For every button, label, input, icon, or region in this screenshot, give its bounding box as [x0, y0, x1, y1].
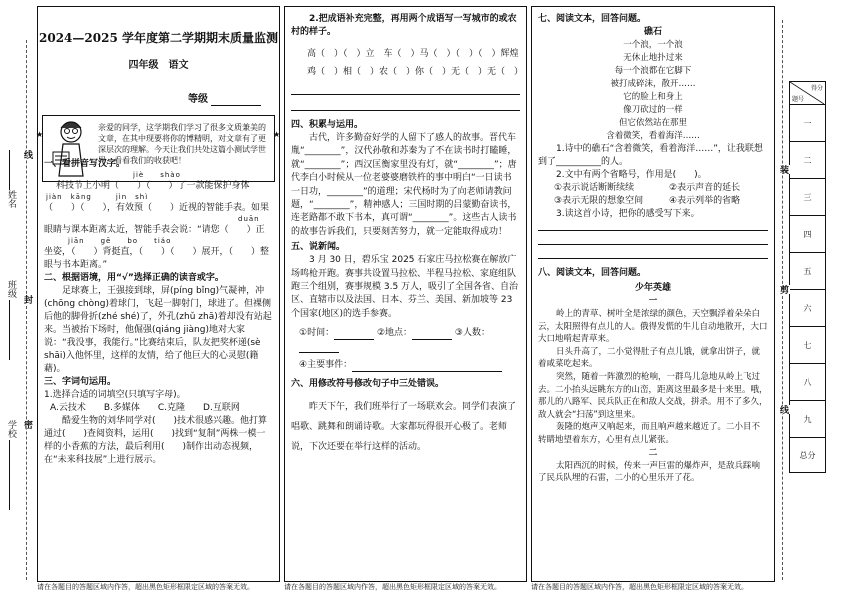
- s1-line-5: 眼与书本距离。”: [44, 260, 108, 270]
- s1-line-1: 科技节上小明（ ）（ ）了一款能保护身体: [56, 181, 250, 191]
- right-cut-mark: 剪: [778, 285, 788, 294]
- time-fill[interactable]: [334, 329, 374, 340]
- score-table: [789, 81, 826, 473]
- poem-title: 礁石: [643, 27, 662, 37]
- idioms-row-2: 鸡（ ）相（ ）农（ ）你（ ）无（ ）无（ ）: [307, 67, 524, 77]
- pinyin-row-3: duān: [238, 215, 260, 223]
- greeting-text: 亲爱的同学，这学期我们学习了很多文质兼美的文章，在其中现要将你的博精明，对文章有了更深层次的理解。今天让我们共处这篇小测试学世界，看看我们的收获吧！: [98, 123, 266, 165]
- poem-line-2: 无休止地扑过来: [623, 53, 683, 63]
- poem-line-1: 一个浪，一个浪: [623, 40, 683, 50]
- s3-passage: 酷爱生物的刘华同学对( )技术很感兴趣。他打算通过( )查阅资料，运用( )找到“复制”两株一模一样的小香蕉的方法，最后利用( )制作出动态视频，在“未来科技展”上进行展示。: [44, 416, 268, 465]
- people-label: ③人数：: [454, 328, 490, 339]
- option-c[interactable]: ③表示无限的想象空间: [554, 196, 644, 206]
- story-paragraph-5: 太阳西沉的时候，传来一声巨雷的爆炸声，是敌兵踩响了民兵队埋的石雷，二小的心里乐开了花。: [538, 460, 761, 484]
- story-part-1: 一: [648, 296, 658, 306]
- score-row-9[interactable]: 九: [790, 400, 825, 437]
- section-6-heading: 六、用修改符号修改句子中三处错误。: [291, 379, 445, 390]
- section-3-heading: 三、字词句运用。: [44, 377, 117, 387]
- greeting-box: [42, 115, 275, 182]
- class-fill-line[interactable]: [9, 300, 10, 360]
- story-paragraph-4: 轰隆的炮声又响起来，而且响声越来越近了。二小目不转睛地望着东方，心里有点儿紧张。: [538, 422, 761, 445]
- star-icon-left: ★: [36, 130, 44, 139]
- score-row-2[interactable]: 二: [790, 141, 825, 178]
- section-4-heading: 四、积累与运用。: [291, 120, 364, 130]
- s1-line-2: （ ）（ ），有效预（ ）近视的智能手表。如果: [44, 203, 270, 213]
- footer-notice-3: 请在各题目的答题区域内作答，超出黑色矩形框限定区域的答案无效。: [531, 583, 748, 591]
- section-8-heading: 八、阅读文本，回答问题。: [538, 268, 647, 278]
- story-title: 少年英雄: [634, 283, 671, 293]
- right-line-mark: 线: [778, 405, 788, 414]
- section-2-heading: 二、根据语境，用“√”选择正确的读音或字。: [44, 273, 224, 283]
- s3-options: A.云技术 B.多媒体 C.克隆 D.互联网: [50, 403, 240, 413]
- poem-line-6: 像刀砍过的一样: [623, 105, 683, 115]
- left-margin-class-label: 班级: [6, 280, 16, 298]
- s3-question-1: 1.选择合适的词填空(只填写字母)。: [44, 390, 186, 400]
- s7-question-3: 3.读这首小诗，把你的感受写下来。: [556, 209, 700, 219]
- news-fields-row-1: [285, 327, 526, 353]
- option-b[interactable]: ②表示声音的延长: [669, 183, 741, 193]
- answer-column-3: [531, 6, 775, 582]
- news-fields-row-2: [285, 359, 526, 372]
- header-question-label: 题号: [792, 96, 805, 103]
- answer-column-1: [37, 6, 280, 582]
- s5-passage: 3 月 30 日，碧乐宝 2025 石家庄马拉松赛在解放广场鸣枪开跑。赛事共设置马拉松、半程马拉松、家庭组队跑三个组别，赛事规模 3.5 万人，吸引了全国各省、自治区、直辖市以及法国、日本、芬兰、美国、新加坡等 23 个国家(地区)的选手参赛。: [291, 255, 519, 319]
- place-label: ②地点：: [376, 328, 413, 339]
- score-row-7[interactable]: 七: [790, 326, 825, 363]
- place-fill[interactable]: [412, 329, 452, 340]
- story-paragraph-1: 岭上的青草、树叶全是浓绿的颜色，天空飘浮着朵朵白云，太阳照得有点儿的人。俄得发慌的牛儿自动地散开，大口大口地啃起青草来。: [538, 309, 768, 345]
- star-icon-right: ★: [273, 130, 281, 139]
- s2-passage: 足球赛上，王强接到球，屏(píng bǐng)气凝神，冲(chōng chòng)着球门，飞起一脚射门，球进了。但裸侧后他的脚骨折(zhé shé)了，外孔(zhǔ zhā)着却没有站起来。当被抬下场时，他倔强(qiáng jiàng)地对大家说：“我没事，我能行。”比赛结束后，队友把奖杯递(sè shāi)入他怀里，这样的友情，给了他巨大的心灵慰(籍 藉)。: [44, 286, 272, 374]
- left-bind-mark: 封: [22, 295, 32, 304]
- exam-title: 2024—2025 学年度第二学期期末质量监测: [39, 31, 278, 45]
- s6-passage: 昨天下午，我们班举行了一场联欢会。同学们表演了唱歌、跳舞和朗诵诗歌。大家都玩得很开心极了。老师说，下次还要在举行这样的活动。: [291, 402, 517, 453]
- poem-line-8: 含着微笑，看着海洋……: [606, 131, 700, 141]
- option-a[interactable]: ①表示说话断断续续: [554, 183, 635, 193]
- s1-line-4: 坐姿，（ ）背挺直，（ ）（ ）展开，（ ）整: [44, 247, 270, 257]
- footer-notice-1: 请在各题目的答题区域内作答，超出黑色矩形框限定区域的答案无效。: [37, 583, 254, 591]
- poem-line-3: 每一个浪都在它脚下: [614, 66, 692, 76]
- s7-question-1: 1.诗中的礁石“含着微笑，看着海洋……”，让我联想到了__________的人。: [538, 144, 763, 167]
- story-part-2: 二: [648, 447, 658, 458]
- pinyin-row-1: jiè shào: [133, 171, 181, 179]
- level-row: [188, 93, 261, 106]
- feeling-line-2[interactable]: [538, 243, 768, 245]
- left-margin-name-label: 姓名: [6, 190, 16, 208]
- time-label: ①时间：: [299, 328, 335, 339]
- answer-column-2: [284, 6, 527, 582]
- header-score-label: 得分: [810, 85, 823, 92]
- name-fill-line[interactable]: [9, 150, 10, 190]
- school-fill-line[interactable]: [9, 440, 11, 510]
- idioms-row-1: 高（ ）（ ）立 车（ ）马（ ）（ ）（ ）辉煌: [307, 49, 519, 59]
- poem-line-4: 被打成碎沫，散开……: [610, 79, 696, 89]
- poem-line-5: 它的脸上和身上: [623, 92, 683, 102]
- pinyin-row-2: jiàn kāng jìn shì: [46, 193, 149, 201]
- score-table-header: [790, 82, 825, 104]
- score-row-total[interactable]: 总分: [790, 437, 825, 472]
- left-line-mark: 线: [22, 150, 32, 159]
- score-row-8[interactable]: 八: [790, 363, 825, 400]
- s7-options-row-1: [532, 182, 774, 195]
- s4-passage: 古代，许多勤奋好学的人留下了感人的故事。晋代车胤“________”，汉代孙敬和苏秦为了不在读书时打瞌睡，就“________”；西汉匡衡家里没有灯，就“________”；唐代李白小时候从一位老婆婆磨铁杵的事中明白“一日读书一日功，________”的道理；宋代杨时为了向老师请教问题，“________”，精神感人；三国时期的吕蒙勤奋读书，连老路都不敢下书本，真可谓“________”。这些古人读书的故事告诉我们，只要刻苦努力，就一定能取得成功！: [291, 133, 517, 237]
- right-bind-mark: 装: [778, 165, 788, 174]
- score-row-4[interactable]: 四: [790, 215, 825, 252]
- story-paragraph-2: 日头升高了，二小觉得肚子有点儿饿，就拿出饼子，就着咸菜吃起来。: [538, 346, 761, 370]
- grade-subject: 四年级 语文: [128, 60, 189, 71]
- s7-question-2: 2.文中有两个省略号，作用是( )。: [556, 170, 707, 180]
- feeling-line-1[interactable]: [538, 229, 768, 231]
- event-fill[interactable]: [352, 361, 502, 372]
- section-5-heading: 五、说新闻。: [291, 242, 346, 253]
- score-row-3[interactable]: 三: [790, 178, 825, 215]
- event-label: ④主要事件：: [299, 360, 353, 371]
- left-cut-line: [26, 40, 27, 580]
- idiom-question: 2.把成语补充完整，再用两个成语写一写城市的或农村的样子。: [291, 14, 517, 37]
- s1-line-3: 眼睛与课本距离太近，智能手表会说：“请您（ ）正: [44, 225, 265, 235]
- level-fill[interactable]: [211, 95, 261, 106]
- answer-line-2[interactable]: [291, 109, 520, 111]
- answer-line-1[interactable]: [291, 93, 520, 95]
- people-fill[interactable]: [299, 342, 339, 353]
- section-1-heading: 一、看拼音写汉字。: [44, 159, 126, 169]
- left-margin-school-label: 学校: [6, 420, 16, 438]
- right-cut-line: [782, 20, 783, 580]
- story-paragraph-3: 突然，随着一阵激烈的枪响，一群鸟儿急地从岭上飞过去。二小抬头远眺东方的山峦，距离这里最多是十来里。哦，那儿的八路军、民兵队正在和敌人交战，拼杀。用不了多久，敌人就会“扫荡”到这里来。: [538, 371, 768, 420]
- s7-options-row-2: [532, 195, 774, 208]
- teacher-cartoon-icon: [47, 118, 95, 178]
- score-row-5[interactable]: 五: [790, 252, 825, 289]
- poem-line-7: 但它依然站在那里: [618, 118, 687, 128]
- score-row-1[interactable]: 一: [790, 104, 825, 141]
- feeling-line-3[interactable]: [538, 257, 768, 259]
- option-d[interactable]: ④表示列举的省略: [669, 196, 741, 206]
- section-7-heading: 七、阅读文本，回答问题。: [538, 14, 647, 24]
- score-row-6[interactable]: 六: [790, 289, 825, 326]
- level-label: 等级: [188, 94, 208, 105]
- pinyin-row-4: jiān gē bo tiáo: [68, 237, 172, 245]
- left-seal-mark: 密: [22, 420, 32, 429]
- footer-notice-2: 请在各题目的答题区域内作答，超出黑色矩形框限定区域的答案无效。: [284, 583, 501, 591]
